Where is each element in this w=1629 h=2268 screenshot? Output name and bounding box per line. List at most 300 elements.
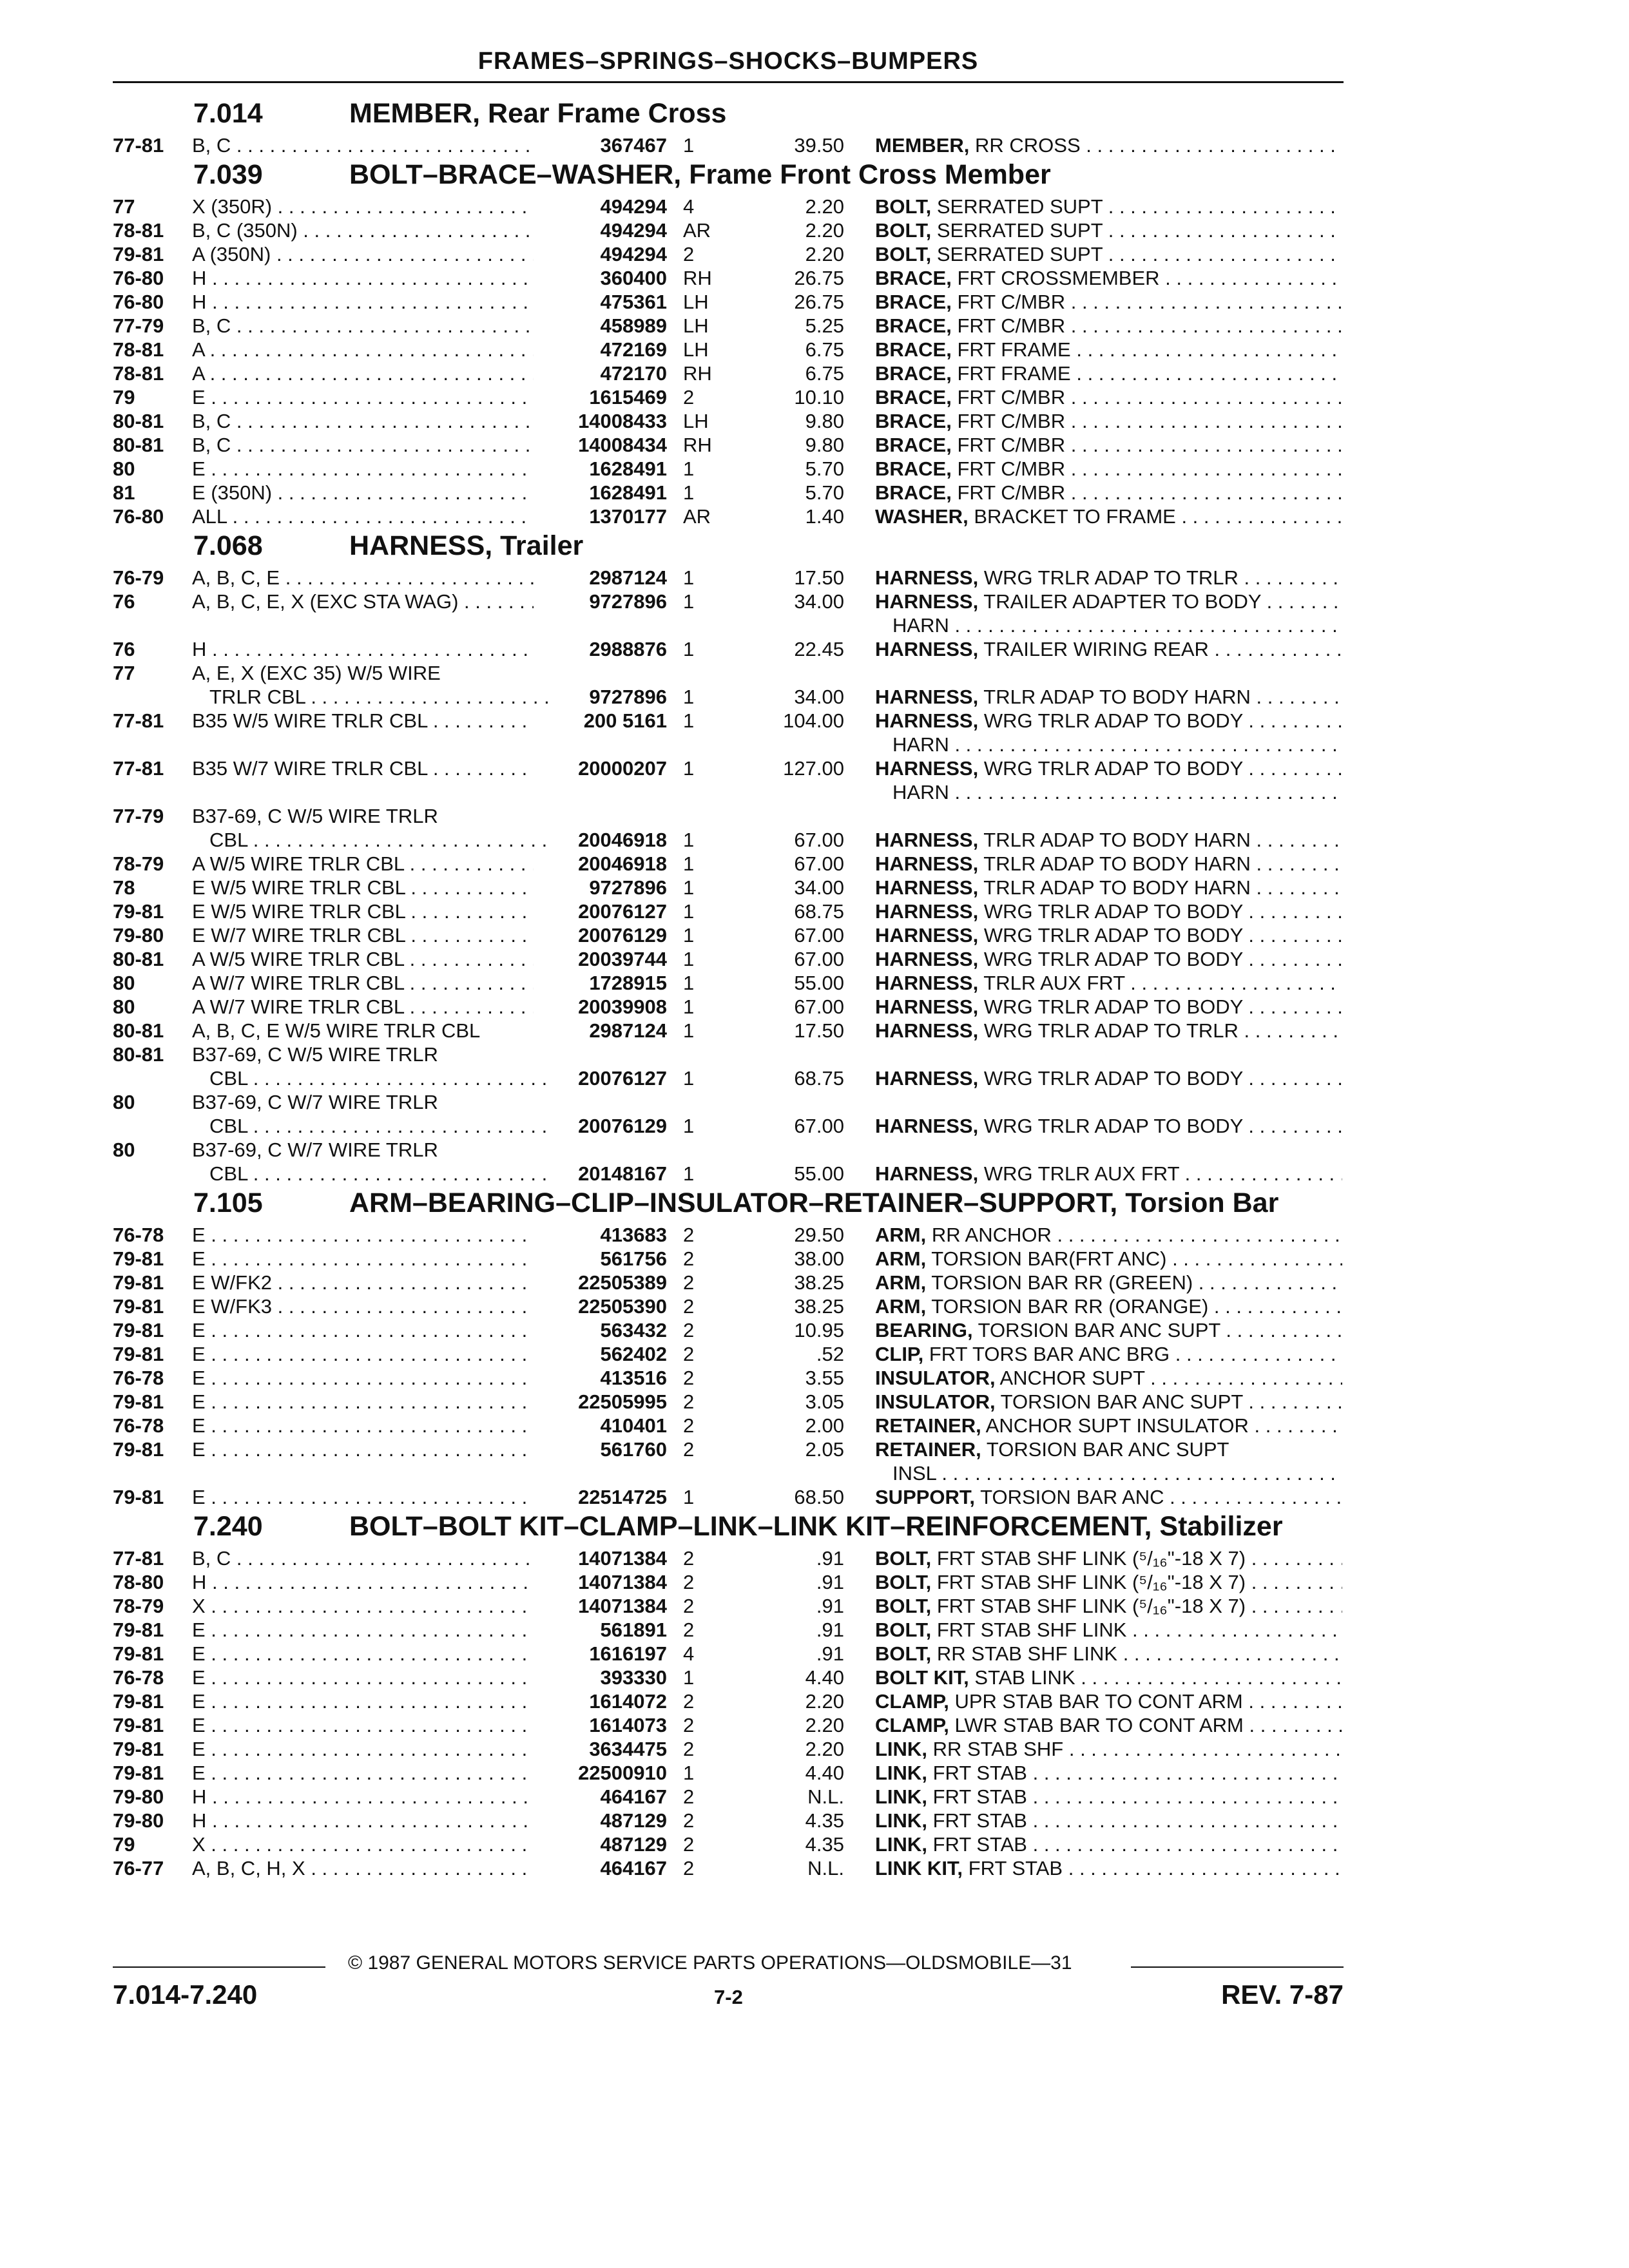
quantity: 1 bbox=[683, 457, 695, 480]
part-number: 464167 bbox=[600, 1785, 667, 1808]
part-name: HARNESS, bbox=[875, 995, 979, 1018]
price: 4.40 bbox=[805, 1666, 844, 1689]
model-year: 76-79 bbox=[113, 566, 164, 589]
parts-row bbox=[0, 313, 1629, 337]
model-applicability: A W/5 WIRE TRLR CBL . . . bbox=[192, 852, 534, 876]
model-applicability: E . . . bbox=[192, 1738, 534, 1761]
quantity: AR bbox=[683, 505, 711, 528]
part-detail: STAB LINK bbox=[974, 1666, 1075, 1689]
price: 38.00 bbox=[794, 1247, 844, 1270]
part-number: 413516 bbox=[600, 1367, 667, 1389]
model-year: 80 bbox=[113, 995, 135, 1018]
quantity: 2 bbox=[683, 1295, 695, 1318]
part-description bbox=[875, 709, 1342, 733]
part-detail: SERRATED SUPT bbox=[936, 195, 1103, 218]
part-detail: FRT FRAME bbox=[957, 362, 1071, 385]
quantity: 2 bbox=[683, 1367, 695, 1389]
parts-row bbox=[0, 1389, 1629, 1413]
quantity: 2 bbox=[683, 1809, 695, 1832]
part-description bbox=[875, 1271, 1342, 1294]
quantity: 2 bbox=[683, 1224, 695, 1246]
parts-row bbox=[0, 289, 1629, 313]
parts-row bbox=[0, 565, 1629, 589]
part-description bbox=[875, 1595, 1342, 1618]
part-description bbox=[875, 1115, 1342, 1138]
part-name: RETAINER, bbox=[875, 1414, 981, 1437]
part-detail: WRG TRLR ADAP TO BODY bbox=[983, 995, 1243, 1018]
part-detail: FRT STAB SHF LINK (⁵/₁₆"-18 X 7) bbox=[936, 1571, 1246, 1593]
part-description bbox=[875, 972, 1342, 995]
model-year: 79-80 bbox=[113, 924, 164, 947]
part-number: 22505995 bbox=[578, 1390, 667, 1413]
section-name-caps: MEMBER, bbox=[349, 98, 481, 129]
model-applicability: E W/5 WIRE TRLR CBL . . . bbox=[192, 900, 534, 923]
price: 3.05 bbox=[805, 1390, 844, 1413]
model-year: 77-79 bbox=[113, 314, 164, 337]
model-applicability: B37-69, C W/7 WIRE TRLR bbox=[192, 1091, 438, 1113]
parts-row bbox=[0, 1018, 1629, 1042]
part-number: 487129 bbox=[600, 1833, 667, 1856]
footer-page-number: 7-2 bbox=[714, 1986, 743, 2008]
description-continuation: INSL . . . bbox=[892, 1462, 1342, 1485]
parts-row bbox=[0, 408, 1629, 432]
model-applicability: B, C . . . bbox=[192, 410, 534, 433]
part-description bbox=[875, 852, 1342, 876]
section-name-rest: Rear Frame Cross bbox=[488, 98, 727, 129]
part-detail: WRG TRLR ADAP TO BODY bbox=[983, 1067, 1243, 1090]
part-number: 494294 bbox=[600, 195, 667, 218]
model-year: 79-81 bbox=[113, 1438, 164, 1461]
quantity: 2 bbox=[683, 1247, 695, 1270]
part-name: BRACE, bbox=[875, 457, 952, 480]
model-year: 79-80 bbox=[113, 1809, 164, 1832]
footer-rule-left bbox=[113, 1966, 325, 1968]
price: .91 bbox=[816, 1571, 844, 1593]
price: 17.50 bbox=[794, 566, 844, 589]
part-detail: FRT C/MBR bbox=[957, 291, 1066, 313]
part-description bbox=[875, 566, 1342, 590]
price: 9.80 bbox=[805, 434, 844, 456]
model-year: 79-81 bbox=[113, 1247, 164, 1270]
price: 4.40 bbox=[805, 1762, 844, 1784]
part-description bbox=[875, 1619, 1342, 1642]
quantity: 1 bbox=[683, 686, 695, 708]
part-number: 20076127 bbox=[578, 1067, 667, 1090]
part-number: 22505389 bbox=[578, 1271, 667, 1294]
part-name: HARNESS, bbox=[875, 638, 979, 660]
part-number: 14071384 bbox=[578, 1571, 667, 1593]
part-description bbox=[875, 590, 1342, 613]
quantity: 1 bbox=[683, 1162, 695, 1185]
model-year: 79-81 bbox=[113, 1486, 164, 1508]
part-number: 561760 bbox=[600, 1438, 667, 1461]
model-applicability: X . . . bbox=[192, 1833, 534, 1856]
model-applicability: E W/5 WIRE TRLR CBL . . . bbox=[192, 876, 534, 899]
part-name: BRACE, bbox=[875, 314, 952, 337]
part-description bbox=[875, 1714, 1342, 1737]
part-number: 413683 bbox=[600, 1224, 667, 1246]
quantity: 2 bbox=[683, 243, 695, 265]
part-number: 22505390 bbox=[578, 1295, 667, 1318]
footer-revision: REV. 7-87 bbox=[1221, 1979, 1344, 2010]
parts-row bbox=[0, 1808, 1629, 1832]
parts-row bbox=[0, 923, 1629, 947]
price: 29.50 bbox=[794, 1224, 844, 1246]
part-detail: RR STAB SHF bbox=[932, 1738, 1064, 1760]
part-description bbox=[875, 1690, 1342, 1713]
part-detail: TRLR ADAP TO BODY HARN bbox=[983, 829, 1251, 851]
parts-row bbox=[0, 480, 1629, 504]
parts-row bbox=[0, 218, 1629, 242]
part-detail: TORSION BAR RR (GREEN) bbox=[931, 1271, 1193, 1294]
parts-row-continued bbox=[0, 732, 1629, 756]
model-applicability: E W/7 WIRE TRLR CBL . . . bbox=[192, 924, 534, 947]
part-number: 20076129 bbox=[578, 1115, 667, 1137]
quantity: 1 bbox=[683, 757, 695, 780]
model-applicability: E . . . bbox=[192, 1343, 534, 1366]
section-name bbox=[349, 159, 1051, 191]
part-description bbox=[875, 1738, 1342, 1761]
parts-row-continued bbox=[0, 780, 1629, 803]
quantity: 1 bbox=[683, 1486, 695, 1508]
model-applicability: CBL . . . bbox=[209, 1115, 551, 1138]
quantity: 1 bbox=[683, 852, 695, 875]
model-applicability: E . . . bbox=[192, 1666, 534, 1689]
parts-row bbox=[0, 456, 1629, 480]
model-year: 80 bbox=[113, 972, 135, 994]
part-description bbox=[875, 1547, 1342, 1570]
parts-row bbox=[0, 756, 1629, 780]
parts-row bbox=[0, 684, 1629, 708]
model-applicability: E . . . bbox=[192, 1390, 534, 1414]
part-description bbox=[875, 1162, 1342, 1186]
part-description bbox=[875, 1343, 1342, 1366]
price: 26.75 bbox=[794, 291, 844, 313]
part-number: 20046918 bbox=[578, 852, 667, 875]
part-name: LINK, bbox=[875, 1785, 927, 1808]
model-applicability: E . . . bbox=[192, 1642, 534, 1666]
price: 6.75 bbox=[805, 338, 844, 361]
part-number: 1614073 bbox=[589, 1714, 667, 1736]
section-name bbox=[349, 98, 726, 130]
model-applicability: TRLR CBL . . . bbox=[209, 686, 551, 709]
part-number: 20046918 bbox=[578, 829, 667, 851]
model-applicability: B, C . . . bbox=[192, 434, 534, 457]
quantity: 2 bbox=[683, 1390, 695, 1413]
price: 68.50 bbox=[794, 1486, 844, 1508]
part-detail: TORSION BAR RR (ORANGE) bbox=[931, 1295, 1209, 1318]
parts-row bbox=[0, 1294, 1629, 1318]
section-name-caps: BOLT–BRACE–WASHER, bbox=[349, 159, 682, 190]
part-description bbox=[875, 243, 1342, 266]
section-number: 7.068 bbox=[193, 530, 263, 561]
part-name: BOLT, bbox=[875, 219, 932, 242]
part-description bbox=[875, 1785, 1342, 1809]
model-year: 79 bbox=[113, 1833, 135, 1856]
section-7-240 bbox=[0, 1508, 1629, 1879]
model-applicability: CBL . . . bbox=[209, 1162, 551, 1186]
part-description bbox=[875, 1833, 1342, 1856]
parts-row bbox=[0, 875, 1629, 899]
parts-row bbox=[0, 970, 1629, 994]
header-rule bbox=[113, 81, 1344, 83]
part-description bbox=[875, 876, 1342, 899]
part-description bbox=[875, 457, 1342, 481]
part-number: 200 5161 bbox=[583, 709, 667, 732]
part-number: 20039744 bbox=[578, 948, 667, 970]
price: 38.25 bbox=[794, 1295, 844, 1318]
section-7-039 bbox=[0, 157, 1629, 528]
model-applicability: H . . . bbox=[192, 638, 534, 661]
part-name: LINK KIT, bbox=[875, 1857, 963, 1879]
part-number: 9727896 bbox=[589, 686, 667, 708]
part-name: BRACE, bbox=[875, 481, 952, 504]
part-number: 9727896 bbox=[589, 876, 667, 899]
parts-row bbox=[0, 1113, 1629, 1137]
model-applicability: E . . . bbox=[192, 1619, 534, 1642]
part-detail: RR STAB SHF LINK bbox=[936, 1642, 1118, 1665]
price: 2.20 bbox=[805, 1714, 844, 1736]
quantity: LH bbox=[683, 338, 709, 361]
part-detail: TRAILER ADAPTER TO BODY bbox=[983, 590, 1261, 613]
part-number: 562402 bbox=[600, 1343, 667, 1365]
part-number: 494294 bbox=[600, 219, 667, 242]
part-number: 2987124 bbox=[589, 1019, 667, 1042]
part-description bbox=[875, 757, 1342, 780]
parts-row bbox=[0, 265, 1629, 289]
quantity: AR bbox=[683, 219, 711, 242]
price: 2.20 bbox=[805, 219, 844, 242]
model-year: 76-77 bbox=[113, 1857, 164, 1879]
part-number: 1616197 bbox=[589, 1642, 667, 1665]
section-title bbox=[0, 1185, 1629, 1222]
price: 127.00 bbox=[783, 757, 844, 780]
part-name: BOLT, bbox=[875, 1595, 932, 1617]
part-detail: WRG TRLR AUX FRT bbox=[983, 1162, 1179, 1185]
part-detail: TRLR AUX FRT bbox=[983, 972, 1125, 994]
model-year: 77 bbox=[113, 662, 135, 684]
part-name: ARM, bbox=[875, 1247, 927, 1270]
model-applicability: E . . . bbox=[192, 1690, 534, 1713]
quantity: 1 bbox=[683, 134, 695, 157]
part-detail: ANCHOR SUPT INSULATOR bbox=[985, 1414, 1249, 1437]
model-applicability: B, C . . . bbox=[192, 1547, 534, 1570]
part-name: HARNESS, bbox=[875, 1115, 979, 1137]
model-applicability: A (350N) . . . bbox=[192, 243, 534, 266]
parts-row bbox=[0, 1437, 1629, 1461]
parts-row bbox=[0, 1593, 1629, 1617]
quantity: 1 bbox=[683, 995, 695, 1018]
part-description bbox=[875, 1762, 1342, 1785]
model-applicability: E . . . bbox=[192, 1486, 534, 1509]
model-year: 79-81 bbox=[113, 1714, 164, 1736]
model-applicability: X (350R) . . . bbox=[192, 195, 534, 218]
part-name: HARNESS, bbox=[875, 924, 979, 947]
parts-row bbox=[0, 1784, 1629, 1808]
part-name: INSULATOR, bbox=[875, 1390, 996, 1413]
part-name: HARNESS, bbox=[875, 829, 979, 851]
price: 2.20 bbox=[805, 1690, 844, 1713]
part-description bbox=[875, 1224, 1342, 1247]
part-detail: FRT STAB SHF LINK bbox=[936, 1619, 1127, 1641]
model-applicability: B, C (350N) . . . bbox=[192, 219, 534, 242]
model-year: 79-81 bbox=[113, 1343, 164, 1365]
part-name: BOLT, bbox=[875, 1619, 932, 1641]
footer-rule-right bbox=[1131, 1966, 1344, 1968]
price: 67.00 bbox=[794, 948, 844, 970]
quantity: 4 bbox=[683, 195, 695, 218]
part-detail: SERRATED SUPT bbox=[936, 219, 1103, 242]
part-description bbox=[875, 1857, 1342, 1880]
quantity: 1 bbox=[683, 1762, 695, 1784]
model-applicability: E . . . bbox=[192, 1247, 534, 1271]
parts-row bbox=[0, 1485, 1629, 1508]
part-number: 475361 bbox=[600, 291, 667, 313]
part-name: HARNESS, bbox=[875, 590, 979, 613]
part-number: 1615469 bbox=[589, 386, 667, 408]
model-year: 79-81 bbox=[113, 1642, 164, 1665]
part-number: 20000207 bbox=[578, 757, 667, 780]
part-description bbox=[875, 1414, 1342, 1437]
price: 39.50 bbox=[794, 134, 844, 157]
part-detail: TORSION BAR ANC bbox=[980, 1486, 1164, 1508]
parts-row bbox=[0, 1760, 1629, 1784]
part-name: HARNESS, bbox=[875, 566, 979, 589]
quantity: 2 bbox=[683, 1690, 695, 1713]
model-year: 79-81 bbox=[113, 1619, 164, 1641]
model-applicability: X . . . bbox=[192, 1595, 534, 1618]
part-description bbox=[875, 829, 1342, 852]
model-year: 80 bbox=[113, 1091, 135, 1113]
quantity: 1 bbox=[683, 924, 695, 947]
part-detail: FRT C/MBR bbox=[957, 434, 1066, 456]
part-name: BOLT, bbox=[875, 1571, 932, 1593]
parts-row bbox=[0, 1689, 1629, 1713]
part-detail: FRT CROSSMEMBER bbox=[957, 267, 1160, 289]
model-year: 78-81 bbox=[113, 219, 164, 242]
model-applicability: H . . . bbox=[192, 291, 534, 314]
part-number: 20039908 bbox=[578, 995, 667, 1018]
model-year: 77-79 bbox=[113, 805, 164, 827]
part-description bbox=[875, 195, 1342, 218]
part-name: BOLT KIT, bbox=[875, 1666, 969, 1689]
model-year: 78-81 bbox=[113, 362, 164, 385]
model-year: 79-81 bbox=[113, 1738, 164, 1760]
price: 5.25 bbox=[805, 314, 844, 337]
part-detail: FRT C/MBR bbox=[957, 457, 1066, 480]
part-detail: FRT STAB bbox=[932, 1833, 1027, 1856]
part-detail: FRT TORS BAR ANC BRG bbox=[929, 1343, 1170, 1365]
page-header-title: FRAMES–SPRINGS–SHOCKS–BUMPERS bbox=[477, 48, 979, 75]
price: 9.80 bbox=[805, 410, 844, 432]
part-name: LINK, bbox=[875, 1738, 927, 1760]
section-title bbox=[0, 528, 1629, 565]
model-year: 76-78 bbox=[113, 1224, 164, 1246]
part-description bbox=[875, 267, 1342, 290]
model-year: 80 bbox=[113, 1139, 135, 1161]
part-description bbox=[875, 948, 1342, 971]
parts-row bbox=[0, 708, 1629, 732]
quantity: LH bbox=[683, 291, 709, 313]
model-year: 76-80 bbox=[113, 291, 164, 313]
part-detail: FRT STAB bbox=[932, 1785, 1027, 1808]
quantity: 1 bbox=[683, 709, 695, 732]
part-name: BRACE, bbox=[875, 386, 952, 408]
model-year: 80-81 bbox=[113, 1043, 164, 1066]
part-number: 367467 bbox=[600, 134, 667, 157]
part-detail: WRG TRLR ADAP TO BODY bbox=[983, 948, 1243, 970]
part-description bbox=[875, 1295, 1342, 1318]
parts-row bbox=[0, 1413, 1629, 1437]
part-description bbox=[875, 1019, 1342, 1043]
price: 3.55 bbox=[805, 1367, 844, 1389]
part-number: 3634475 bbox=[589, 1738, 667, 1760]
part-detail: TRLR ADAP TO BODY HARN bbox=[983, 852, 1251, 875]
quantity: 1 bbox=[683, 590, 695, 613]
section-7-068 bbox=[0, 528, 1629, 1185]
model-applicability: A, B, C, E, X (EXC STA WAG) . . . bbox=[192, 590, 534, 613]
price: .91 bbox=[816, 1595, 844, 1617]
parts-row bbox=[0, 827, 1629, 851]
parts-row bbox=[0, 851, 1629, 875]
section-number: 7.039 bbox=[193, 159, 263, 190]
model-year: 80-81 bbox=[113, 434, 164, 456]
model-year: 77-81 bbox=[113, 134, 164, 157]
quantity: 1 bbox=[683, 1666, 695, 1689]
part-description bbox=[875, 924, 1342, 947]
price: N.L. bbox=[807, 1857, 844, 1879]
model-applicability: A W/5 WIRE TRLR CBL . . . bbox=[192, 948, 534, 971]
part-description bbox=[875, 1571, 1342, 1594]
part-detail: SERRATED SUPT bbox=[936, 243, 1103, 265]
part-detail: FRT C/MBR bbox=[957, 410, 1066, 432]
part-detail: TORSION BAR ANC SUPT bbox=[986, 1438, 1229, 1461]
quantity: 2 bbox=[683, 1857, 695, 1879]
description-continuation: HARN . . . bbox=[892, 781, 1342, 804]
parts-row bbox=[0, 1137, 1629, 1161]
price: 2.05 bbox=[805, 1438, 844, 1461]
model-year: 76-78 bbox=[113, 1666, 164, 1689]
price: 68.75 bbox=[794, 900, 844, 923]
model-year: 78 bbox=[113, 876, 135, 899]
quantity: 2 bbox=[683, 1619, 695, 1641]
part-number: 20076127 bbox=[578, 900, 667, 923]
parts-sections bbox=[0, 95, 1629, 1879]
section-title bbox=[0, 157, 1629, 194]
quantity: 1 bbox=[683, 876, 695, 899]
part-detail: TRAILER WIRING REAR bbox=[983, 638, 1209, 660]
model-applicability: H . . . bbox=[192, 1809, 534, 1832]
parts-row bbox=[0, 504, 1629, 528]
quantity: 1 bbox=[683, 1067, 695, 1090]
part-number: 393330 bbox=[600, 1666, 667, 1689]
price: 34.00 bbox=[794, 876, 844, 899]
model-applicability: A W/7 WIRE TRLR CBL . . . bbox=[192, 972, 534, 995]
model-year: 81 bbox=[113, 481, 135, 504]
model-year: 79-80 bbox=[113, 1785, 164, 1808]
model-applicability: A, B, C, E . . . bbox=[192, 566, 534, 590]
price: 34.00 bbox=[794, 590, 844, 613]
parts-row bbox=[0, 1736, 1629, 1760]
part-name: RETAINER, bbox=[875, 1438, 981, 1461]
part-detail: WRG TRLR ADAP TO BODY bbox=[983, 924, 1243, 947]
part-description bbox=[875, 410, 1342, 433]
part-number: 1370177 bbox=[589, 505, 667, 528]
part-description bbox=[875, 1067, 1342, 1090]
part-name: ARM, bbox=[875, 1224, 927, 1246]
price: 2.20 bbox=[805, 243, 844, 265]
part-description bbox=[875, 1319, 1342, 1342]
